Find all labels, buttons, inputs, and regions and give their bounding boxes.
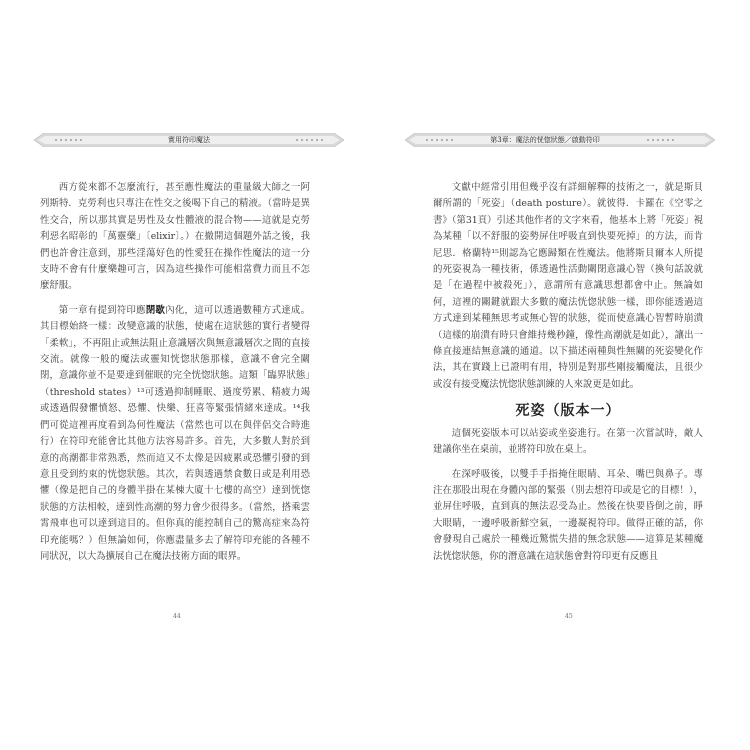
left-paragraph-2: 第一章有提到符印應閉歇內化，這可以透過數種方式達成。其目標始終一樣：改變意識的狀態，使處在這狀態的實行者變得「柔軟」，不再阻止或無法阻止意識層次與無意識層次之間的直接交流。就像一般的魔法或靈知恍惚狀態那樣，意識不會完全關閉，意識你並不是要達到催眠的完全恍惚狀態。這類「臨界狀態」（threshold states）¹³可透過抑制睡眠、過度勞累、精疲力竭或透過假發懼憤怒、恐懼、快樂、狂喜等緊張情緒來達成。¹⁴我們可從這裡再度看到為何性魔法（當然也可以在與伴侶交合時進行）在符印充能會比其他方法容易許多。首先，大多數人對於到意的高潮都非常熟悉，然而這又不太像是因疲累或恐懼引發的到意且受到約束的恍惚狀態。其次，若與透過禁食數日或是利用恐懼（像是把自己的身體半掛在某棟大廈十七樓的高空）達到恍惚狀態的方法相較，達到性高潮的努力會少很得多。（當然，搭乘雲霄飛車也可以達到這目的。但你真的能控制自己的驚高症來為符印充能嗎？）但無論如何，你應盡量多去了解符印充能的各種不同狀況，以大為擴展自己在魔法技術方面的眼界。 [40, 304, 310, 562]
right-header-title: 第3章：魔法的恍惚狀態／啟動符印 [490, 136, 600, 144]
right-running-header [405, 133, 715, 147]
right-page [375, 0, 750, 750]
section-heading: 死姿（版本一） [515, 403, 621, 420]
right-paragraph-3: 在深呼吸後，以雙手手指掩住眼睛、耳朵、嘴巴與鼻子。專注在那股出現在身體內部的緊張（別去想符印或是它的目標！），並屏住呼吸，直到真的無法忍受為止。然後在快要昏倒之前，睜大眼睛，一邊呼吸新鮮空氣，一邊凝視符印。做得正確的話，你會發現自己處於一種幾近驚慌失措的無念狀態——這算是某種魔法恍惚狀態，你的潛意識在這狀態會對符印更有反應且 [433, 468, 703, 562]
right-body-text [433, 180, 703, 573]
right-paragraph-2: 這個死姿版本可以站姿或坐姿進行。在第一次嘗試時，敵人建議你坐在桌前，並將符印放在桌上。 [433, 427, 703, 456]
left-page-number: 44 [173, 613, 181, 620]
left-paragraph-1: 西方從來都不怎麼流行，甚至應性魔法的重量級大師之一阿列斯特．克勞利也只專注在性交之後喝下自己的精液。（當時是異性交合，所以那其實是男性及女性體液的混合物——這就是克勞利惡名昭彰的「萬靈藥」〔elixir〕。）在撤開這個題外話之後，我們也許會注意到，那些淫蕩好色的性愛狂在操作性魔法的這一分支時不會有什麼樂趣可言，因為這些操作可能相當費力而且不怎麼舒服。 [40, 182, 310, 292]
left-running-header [34, 133, 344, 147]
right-paragraph-1: 文獻中經常引用但幾乎沒有詳細解釋的技術之一，就是斯貝爾所謂的「死姿」（death posture）。就彼得．卡羅在《空零之書》（第31頁）引述其他作者的文字來看，他基本上將「死姿」視為某種「以不舒服的姿勢屏住呼吸直到快要死掉」的方法，而肯尼思．格蘭特¹⁵則認為它應歸類在性魔法。他將斯貝爾本人所提的死姿視為一種技術，係透過性活動關閉意識心智（換句話說就是「在過程中被殺死」），意謂所有意識思想都會中止。無論如何，這裡的關鍵就跟大多數的魔法恍惚狀態一樣，即你能透過這方式達到某種無思考或無心智的狀態，從而使意識心智暫時崩潰（這樣的崩潰有時只會維持幾秒鐘，像性高潮就是如此），讓出一條直接連結無意識的通道。以下描述兩種與性無關的死姿變化作法，其在實踐上已證明有用，特別是對那些剛接觸魔法，且很少或沒有接受魔法恍惚狀態訓練的人來說更是如此。 [433, 182, 703, 390]
left-body-text [40, 180, 310, 573]
left-header-title: 實用符印魔法 [168, 136, 210, 144]
bold-term: 閉歇 [145, 304, 166, 316]
right-page-number: 45 [565, 613, 573, 620]
